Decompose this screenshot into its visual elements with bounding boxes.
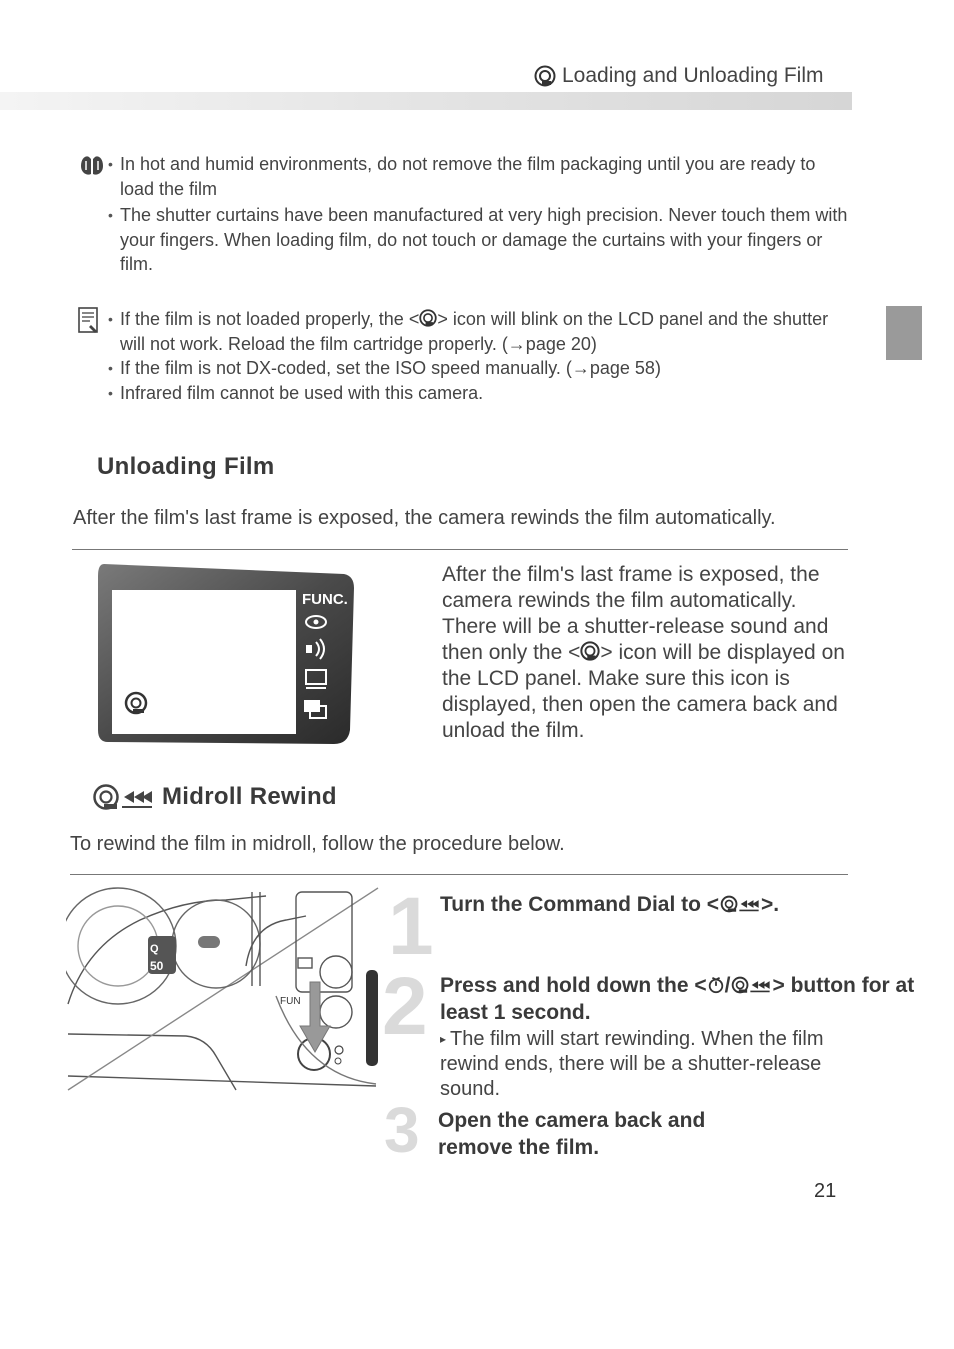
midroll-rewind-icon: [730, 976, 772, 994]
unloading-title: Unloading Film: [97, 453, 275, 480]
caution-item-1: • In hot and humid environments, do not remove the film packaging until you are ready to load the film: [120, 152, 848, 201]
memo-item-1: • If the film is not loaded properly, the < > icon will blink on the LCD panel and the shutter will not work. Reload the film cartridge properly. (→page 20): [120, 307, 848, 356]
header-title: [534, 64, 824, 88]
section-rule: [70, 874, 848, 875]
midroll-rewind-icon: [719, 895, 761, 913]
memo-pad-icon: [78, 307, 100, 335]
unloading-intro: After the film's last frame is exposed, the camera rewinds the film automatically.: [73, 507, 776, 529]
section-rule: [72, 549, 848, 550]
fun-label: FUN: [280, 996, 301, 1007]
step-3-number: 3: [384, 1094, 420, 1166]
command-dial-illustration: [66, 886, 380, 1094]
midroll-button-icon: [335, 1046, 343, 1064]
memo-note: [78, 307, 848, 405]
func-label: FUNC.: [302, 591, 348, 608]
memo-item-3: • Infrared film cannot be used with this camera.: [120, 381, 848, 406]
header-band: [0, 92, 852, 110]
step-1-title: Turn the Command Dial to < >.: [440, 893, 780, 916]
svg-text:Q: Q: [150, 943, 159, 955]
memo-item-2: • If the film is not DX-coded, set the ISO speed manually. (→page 58): [120, 356, 848, 381]
chapter-tab: [886, 306, 922, 360]
step-1-number: 1: [388, 881, 434, 972]
caution-note: [78, 152, 848, 277]
caution-item-2: • The shutter curtains have been manufactured at very high precision. Never touch them with your fingers. When loading film, do not touch or damage the curtains with your fingers or film.: [120, 203, 848, 277]
film-cartridge-icon: [580, 641, 600, 661]
midroll-title-text: Midroll Rewind: [162, 783, 337, 810]
bullet-triangle-icon: ▸: [440, 1032, 447, 1046]
step-3-title: Open the camera back and remove the film.: [438, 1109, 706, 1159]
self-timer-icon: [707, 976, 725, 994]
lcd-description: After the film's last frame is exposed, the camera rewinds the film automatically. There will be a shutter-release sound and then only the < > icon will be displayed on the LCD panel. Make sure this icon is displayed, then open the camera back and unload the film.: [442, 563, 845, 742]
header-title-text: Loading and Unloading Film: [562, 64, 824, 87]
step-2-title: Press and hold down the < / > button for at least 1 second.: [440, 974, 915, 1024]
svg-text:50: 50: [150, 959, 164, 973]
step-2-number: 2: [382, 961, 428, 1052]
lcd-panel-illustration: [96, 560, 356, 746]
midroll-rewind-icon: [92, 783, 154, 811]
midroll-intro: To rewind the film in midroll, follow the procedure below.: [70, 833, 565, 855]
page-number: 21: [814, 1180, 837, 1202]
step-2-body: ▸ The film will start rewinding. When the film rewind ends, there will be a shutter-release sound.: [440, 1028, 824, 1100]
caution-hands-icon: [78, 152, 106, 180]
film-cartridge-icon: [419, 309, 437, 327]
midroll-title: [92, 783, 337, 811]
film-cartridge-icon: [534, 65, 556, 87]
